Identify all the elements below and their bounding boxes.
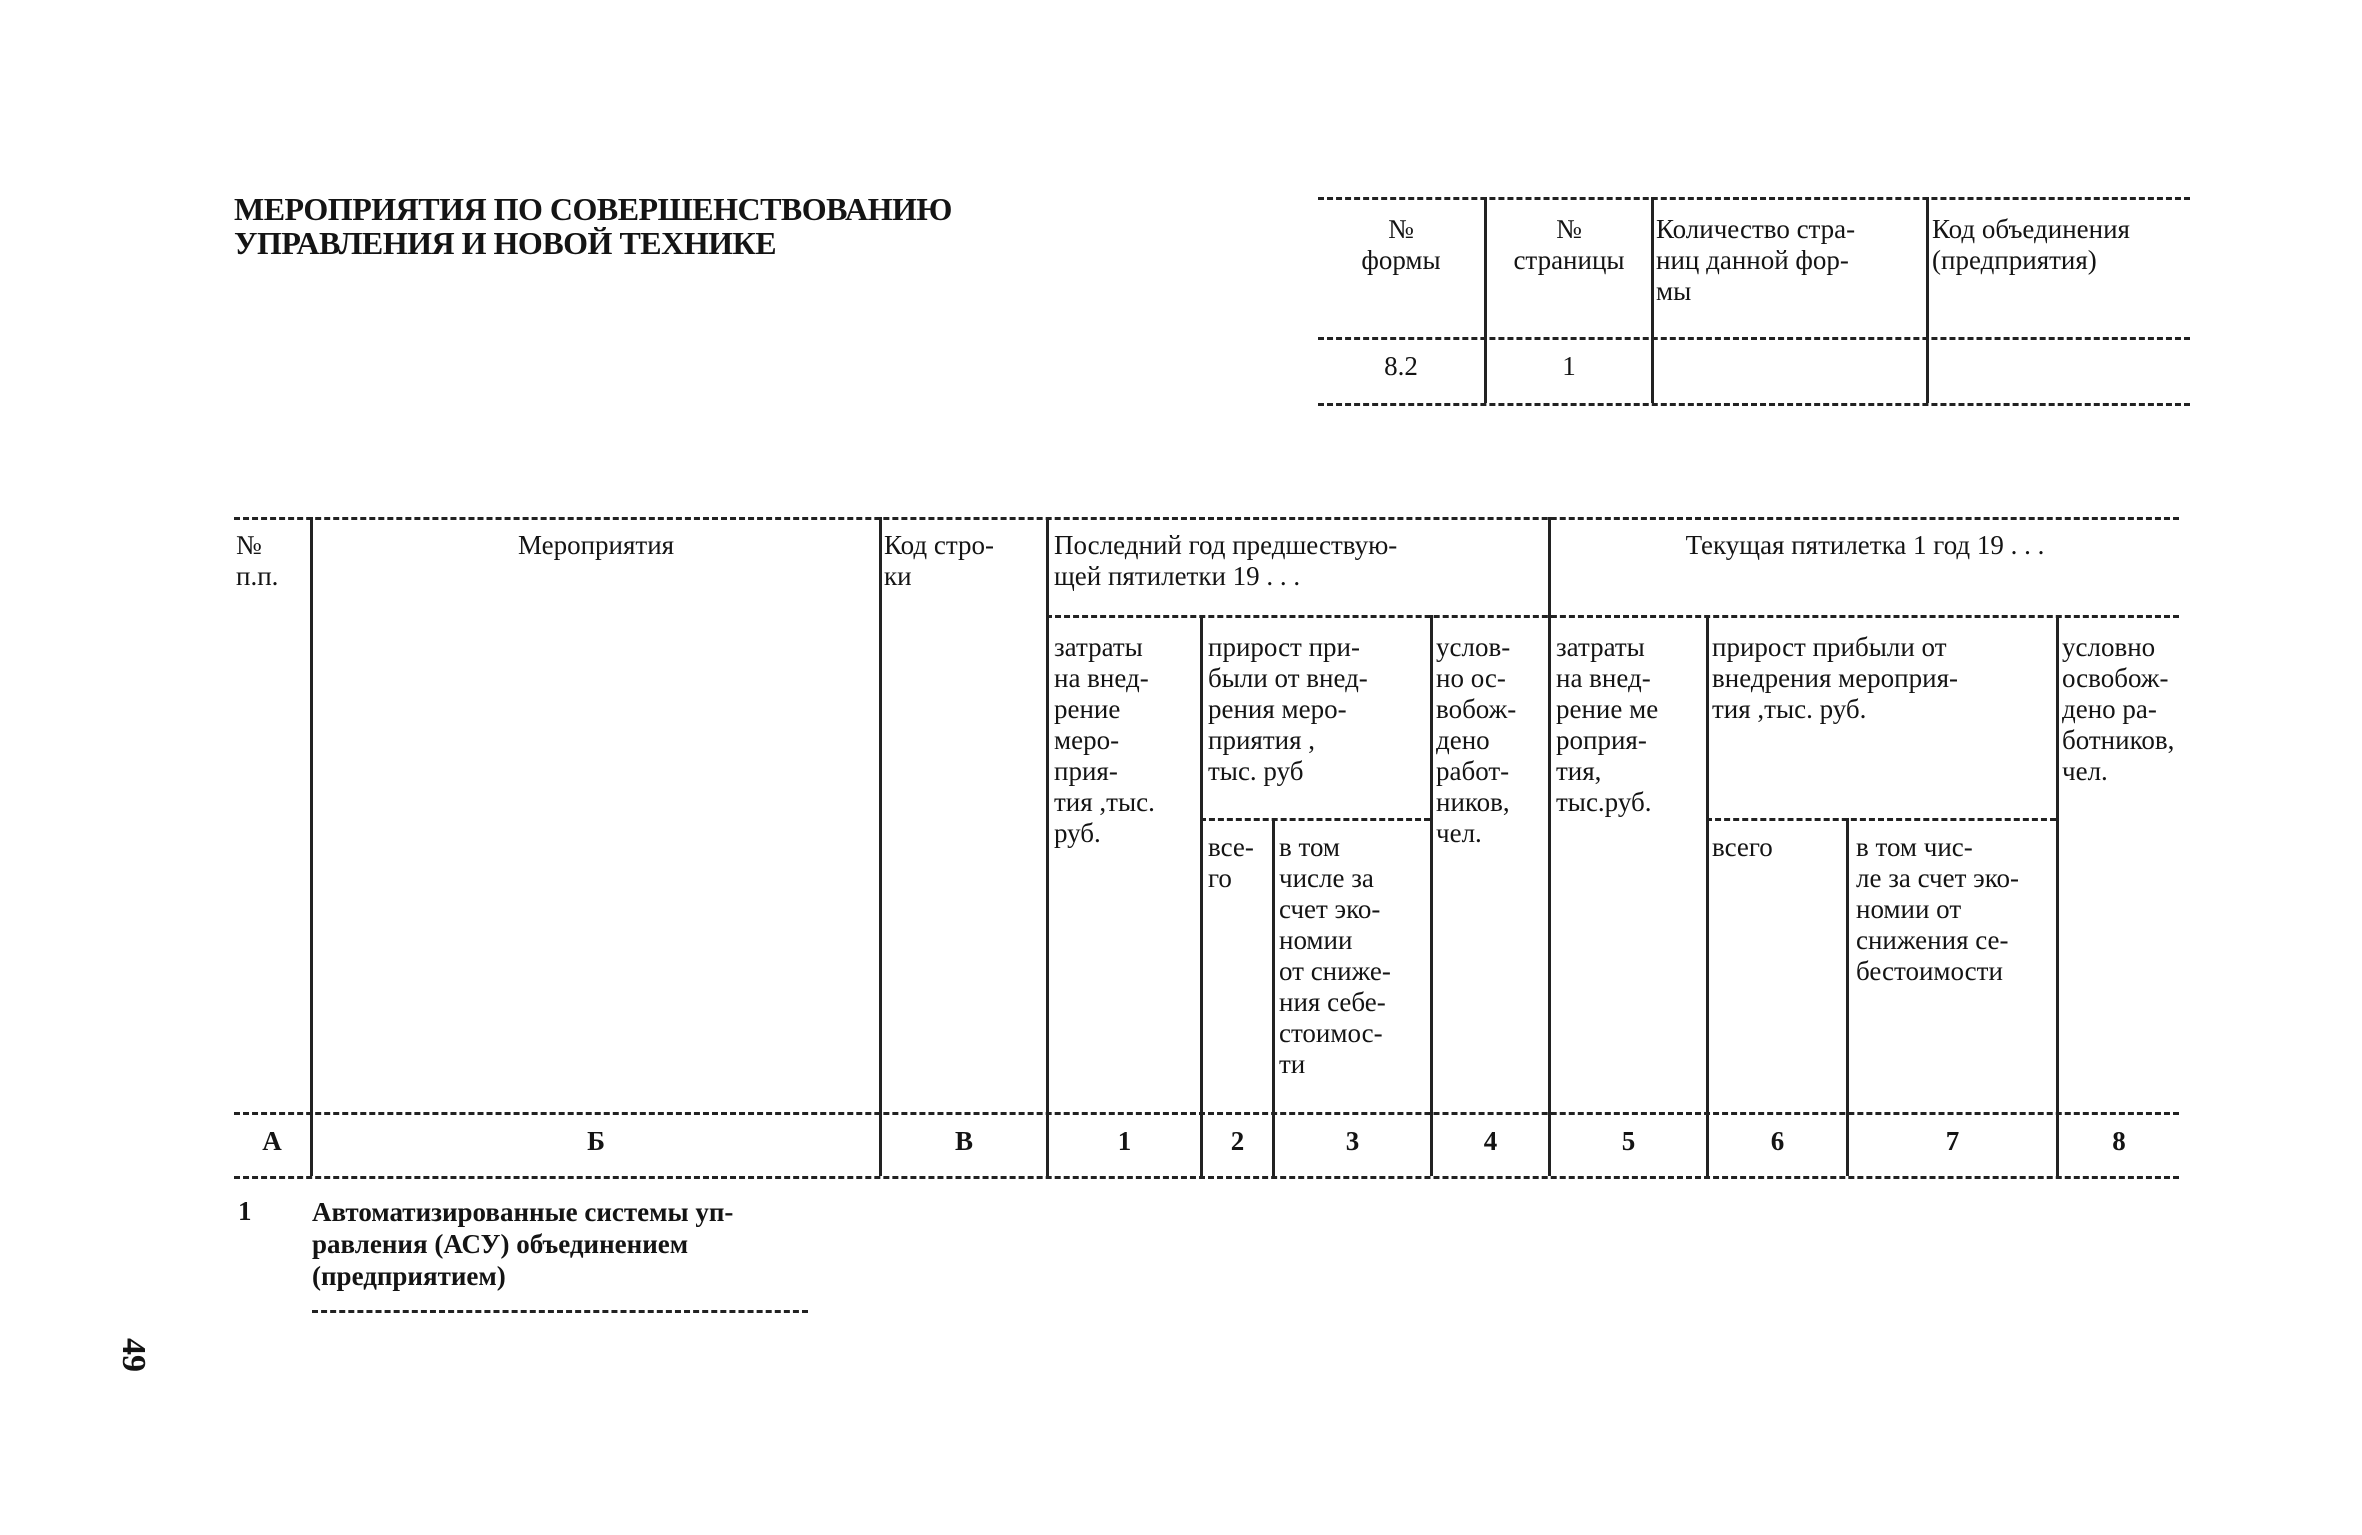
- column-measures-header: Мероприятия: [517, 530, 675, 560]
- prev-included-header: в том числе за счет эко- номии от сниже- ния себе- стоимос- ти: [1279, 832, 1391, 1079]
- cur-profit-header: прирост прибыли от внедрения мероприя- тия ,тыс. руб.: [1712, 632, 1958, 724]
- page-number: 49: [115, 1338, 152, 1372]
- prev-total-header: все- го: [1208, 832, 1254, 893]
- group-current-year-header: Текущая пятилетка 1 год 19 . . .: [1685, 530, 2045, 560]
- index-cell: А: [262, 1126, 282, 1156]
- title-line-2: УПРАВЛЕНИЯ И НОВОЙ ТЕХНИКЕ: [234, 225, 777, 261]
- cur-total-header: всего: [1712, 832, 1773, 862]
- page-number-value: 1: [1562, 351, 1576, 381]
- group-previous-year-header: Последний год предшествую- щей пятилетки 19 . . .: [1054, 530, 1398, 591]
- form-number-header: № формы: [1361, 214, 1441, 275]
- row-measure: Автоматизированные системы уп- равления (АСУ) объединением (предприятием): [312, 1197, 734, 1291]
- index-cell: 2: [1230, 1126, 1245, 1156]
- column-number-header: № п.п.: [236, 530, 279, 591]
- row-number: 1: [238, 1196, 252, 1226]
- cur-costs-header: затраты на внед- рение ме роприя- тия, тыс.руб.: [1556, 632, 1659, 817]
- index-cell: 6: [1770, 1126, 1785, 1156]
- index-cell: В: [954, 1126, 973, 1156]
- prev-workers-header: услов- но ос- вобож- дено работ- ников, чел.: [1436, 632, 1517, 848]
- page-number-header: № страницы: [1513, 214, 1625, 275]
- page-count-header: Количество стра- ниц данной фор- мы: [1656, 214, 1856, 306]
- index-cell: 7: [1945, 1126, 1960, 1156]
- cur-included-header: в том чис- ле за счет эко- номии от снижения се- бестоимости: [1856, 832, 2019, 986]
- document-title: [234, 192, 952, 260]
- cur-workers-header: условно освобож- дено ра- ботников, чел.: [2062, 632, 2175, 786]
- column-code-header: Код стро- ки: [884, 530, 994, 591]
- prev-costs-header: затраты на внед- рение меро- прия- тия ,тыс. руб.: [1054, 632, 1155, 848]
- title-line-1: МЕРОПРИЯТИЯ ПО СОВЕРШЕНСТВОВАНИЮ: [234, 191, 952, 227]
- enterprise-code-header: Код объединения (предприятия): [1932, 214, 2130, 275]
- prev-profit-header: прирост при- были от внед- рения меро- приятия , тыс. руб: [1208, 632, 1368, 786]
- index-cell: 4: [1483, 1126, 1498, 1156]
- index-cell: 1: [1117, 1126, 1132, 1156]
- form-number-value: 8.2: [1384, 351, 1418, 381]
- index-cell: 8: [2112, 1126, 2126, 1156]
- index-cell: 5: [1621, 1126, 1636, 1156]
- index-cell: 3: [1345, 1126, 1360, 1156]
- index-cell: Б: [587, 1126, 605, 1156]
